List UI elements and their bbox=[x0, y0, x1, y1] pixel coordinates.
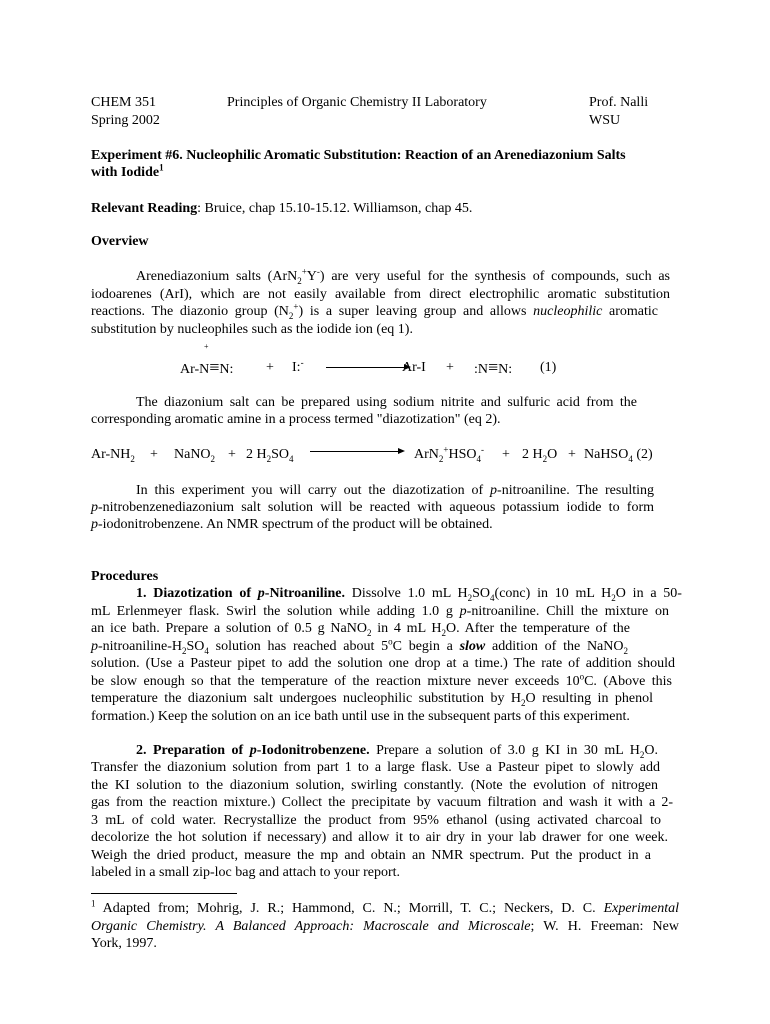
overview-p1-line2: iodoarenes (ArI), which are not easily available from direct electrophilic aromatic substitution bbox=[91, 287, 670, 302]
relevant-reading: Relevant Reading: Bruice, chap 15.10-15.12. Williamson, chap 45. bbox=[91, 201, 473, 216]
footnote-line2: Organic Chemistry. A Balanced Approach: Macroscale and Microscale; W. H. Freeman: New bbox=[91, 919, 679, 934]
overview-p3-line1: In this experiment you will carry out the diazotization of p-nitroaniline. The resulting bbox=[136, 483, 654, 498]
eq1-product1: Ar-I bbox=[402, 360, 426, 375]
step2-line1: 2. Preparation of p-Iodonitrobenzene. Prepare a solution of 3.0 g KI in 30 mL $H_2O$. bbox=[136, 743, 658, 760]
procedures-heading: Procedures bbox=[91, 569, 159, 584]
eq2-arrow bbox=[310, 451, 400, 452]
eq2-plus1: + bbox=[150, 447, 158, 462]
eq2-reactant2: NaNO$_2$ bbox=[174, 447, 216, 464]
overview-p3-line2: p-nitrobenzenediazonium salt solution will be reacted with aqueous potassium iodide to form bbox=[91, 500, 654, 515]
eq2-reactant1: $Ar-NH_2$ bbox=[91, 447, 135, 464]
eq2-product3: NaHSO$_4$ (2) bbox=[584, 447, 653, 464]
eq2-reactant3: 2 $H_2SO_4$ bbox=[246, 447, 294, 464]
eq2-plus4: + bbox=[568, 447, 576, 462]
step1-line3: an ice bath. Prepare a solution of 0.5 g NaNO$_2$ in 4 mL $H_2O$. After the temperature of the bbox=[91, 621, 630, 638]
step2-line6: decolorize the hot solution if necessary) and allow it to air dry in your lab drawer for one week. bbox=[91, 830, 668, 845]
step2-line4: gas from the reaction mixture.) Collect the precipitate by vacuum filtration and wash it with a 2- bbox=[91, 795, 673, 810]
step1-line4: $p-nitroaniline-H_2SO_4$ solution has reached about 5$^o$C begin a slow addition of the NaNO$_2$ bbox=[91, 636, 628, 656]
eq2-product2: 2 $H_2O$ bbox=[522, 447, 558, 464]
eq1-reactant2: I:- bbox=[292, 357, 304, 375]
step1-line5: solution. (Use a Pasteur pipet to add the solution one drop at a time.) The rate of addition should bbox=[91, 656, 675, 671]
eq1-reactant1: Ar-N≡N: bbox=[180, 357, 234, 377]
step2-line7: Weigh the dried product, measure the mp and obtain an NMR spectrum. Put the product in a bbox=[91, 848, 651, 863]
overview-heading: Overview bbox=[91, 234, 149, 249]
term: Spring 2002 bbox=[91, 113, 160, 128]
step1-line1: 1. Diazotization of p-Nitroaniline. Dissolve 1.0 mL $H_2SO_4(conc)$ in 10 mL $H_2O$ in a 50- bbox=[136, 586, 682, 603]
course-code: CHEM 351 bbox=[91, 95, 156, 110]
eq2-plus2: + bbox=[228, 447, 236, 462]
step2-line3: the KI solution to the diazonium solution, swirling constantly. (Note the evolution of nitrogen bbox=[91, 778, 658, 793]
eq2-product1: $ArN_2^+HSO_4^-$ bbox=[414, 444, 484, 464]
overview-p2-line2: corresponding aromatic amine in a process termed "diazotization" (eq 2). bbox=[91, 412, 501, 427]
step1-line2: mL Erlenmeyer flask. Swirl the solution while adding 1.0 g p-nitroaniline. Chill the mixture on bbox=[91, 604, 669, 619]
step2-line8: labeled in a small zip-loc bag and attach to your report. bbox=[91, 865, 401, 880]
footnote-rule bbox=[91, 893, 237, 894]
step1-line8: formation.) Keep the solution on an ice bath until use in the subsequent parts of this experiment. bbox=[91, 709, 630, 724]
eq1-label: (1) bbox=[540, 360, 557, 375]
overview-p1-line4: substitution by nucleophiles such as the iodide ion (eq 1). bbox=[91, 322, 413, 337]
experiment-title-line1: Experiment #6. Nucleophilic Aromatic Substitution: Reaction of an Arenediazonium Salts bbox=[91, 148, 626, 163]
overview-p1-line3: reactions. The diazonio group $(N_2^+)$ is a super leaving group and allows nucleophilic aromatic bbox=[91, 301, 658, 321]
eq1-arrow bbox=[326, 367, 406, 368]
instructor: Prof. Nalli bbox=[589, 95, 649, 110]
eq1-plus-charge: + bbox=[204, 342, 209, 351]
course-title: Principles of Organic Chemistry II Laboratory bbox=[227, 95, 487, 110]
reading-label: Relevant Reading bbox=[91, 201, 198, 216]
school: WSU bbox=[589, 113, 621, 128]
overview-p3-line3: p-iodonitrobenzene. An NMR spectrum of the product will be obtained. bbox=[91, 517, 493, 532]
step1-line7: temperature the diazonium salt undergoes nucleophilic substitution by $H_2O$ resulting in phenol bbox=[91, 691, 653, 708]
eq1-plus1: + bbox=[266, 360, 274, 375]
step2-line5: 3 mL of cold water. Recrystallize the product from 95% ethanol (using activated charcoal to bbox=[91, 813, 661, 828]
footnote-line3: York, 1997. bbox=[91, 936, 157, 951]
eq2-plus3: + bbox=[502, 447, 510, 462]
experiment-title-line2: with Iodide$^1$ bbox=[91, 162, 164, 180]
eq2-arrowhead bbox=[398, 448, 405, 454]
overview-p2-line1: The diazonium salt can be prepared using sodium nitrite and sulfuric acid from the bbox=[136, 395, 637, 410]
eq1-product2: :N≡N: bbox=[474, 357, 513, 377]
eq1-plus2: + bbox=[446, 360, 454, 375]
footnote-line1: $^1$ Adapted from; Mohrig, J. R.; Hammond, C. N.; Morrill, T. C.; Neckers, D. C. Experimental bbox=[91, 898, 679, 916]
step2-line2: Transfer the diazonium solution from part 1 to a large flask. Use a Pasteur pipet to slowly add bbox=[91, 760, 660, 775]
overview-p1-line1: Arenediazonium salts (ArN$_2$+Y-) are very useful for the synthesis of compounds, such as bbox=[136, 266, 670, 286]
step1-line6: be slow enough so that the temperature of the reaction mixture never exceeds 10$^o$C. (Above this bbox=[91, 671, 672, 689]
